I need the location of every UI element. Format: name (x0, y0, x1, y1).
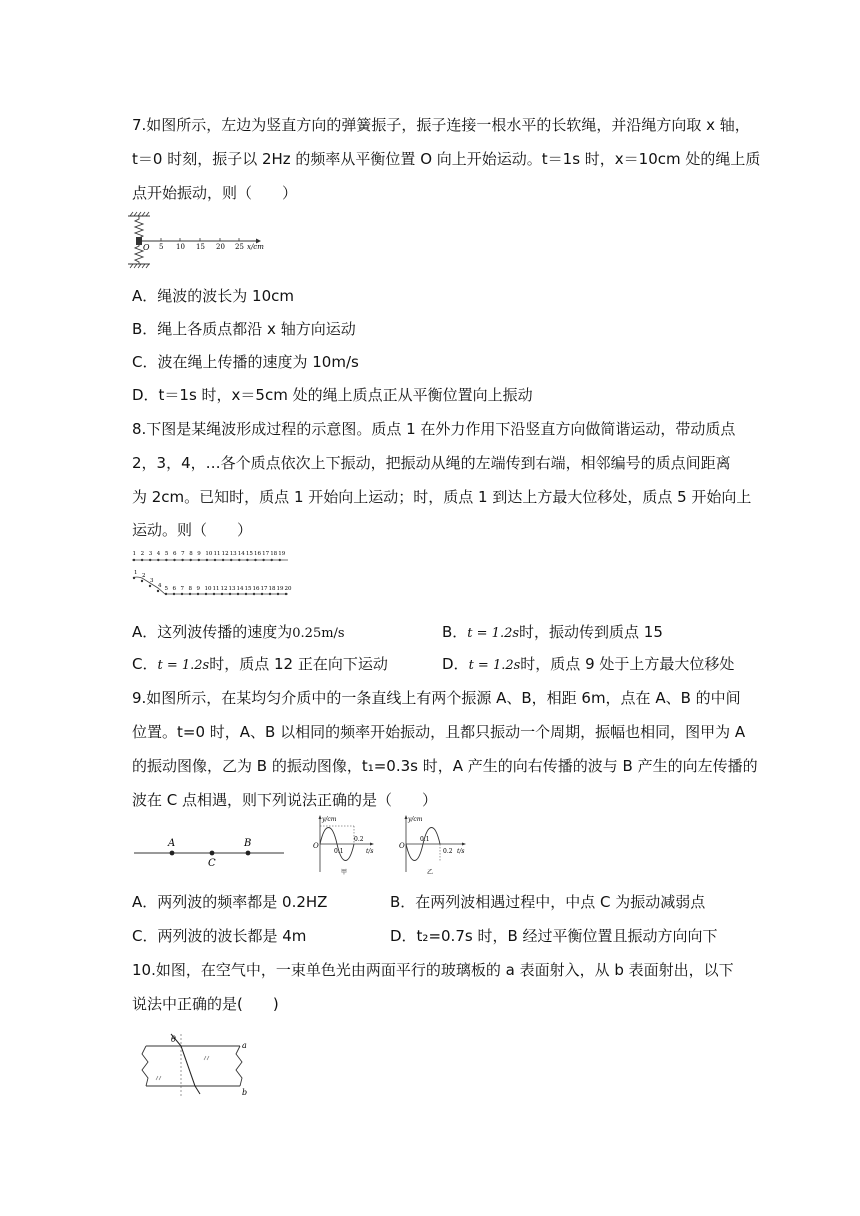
q8-option-c-suffix: 时，质点 12 正在向下运动 (209, 655, 388, 673)
q9-jia-caption: 甲 (341, 869, 348, 876)
q8-rope-point (279, 559, 281, 561)
q8-row2-left-label: 1 (134, 570, 138, 576)
q9-jia-tick2: 0.2 (354, 836, 364, 843)
q7-tick-label: 20 (216, 243, 225, 251)
q8-rope-point (222, 559, 224, 561)
q8-option-c (132, 653, 388, 674)
q8-row2-label: 13 (228, 586, 236, 592)
q8-rope-point (149, 585, 151, 587)
q7-axis-label: x/cm (247, 243, 264, 251)
q7-option-b: B．绳上各质点都沿 x 轴方向运动 (132, 320, 356, 338)
q8-row1-label: 8 (189, 551, 193, 557)
q8-row1-label: 19 (278, 551, 286, 557)
q8-row1-label: 3 (148, 551, 153, 557)
q9-option-a: A．两列波的频率都是 0.2HZ (132, 893, 328, 911)
q8-rope-point (173, 559, 175, 561)
q8-row1-label: 1 (132, 551, 136, 557)
q9-jia-tick1: 0.1 (334, 848, 344, 855)
q8-row1-label: 9 (197, 551, 201, 557)
q8-row2-label: 19 (276, 586, 284, 592)
q8-option-a-prefix: A．这列波传播的速度为 (132, 623, 293, 641)
q9-jia-ylabel: y/cm (322, 816, 337, 823)
q8-rope-point (133, 559, 135, 561)
q7-origin-label: O (143, 243, 150, 252)
q8-rope-point (157, 559, 159, 561)
q8-rope-point (238, 559, 240, 561)
q7-option-c: C．波在绳上传播的速度为 10m/s (132, 353, 359, 371)
q8-rope-point (149, 559, 151, 561)
q8-rope-point (181, 593, 183, 595)
q9-yi-ylabel: y/cm (408, 816, 423, 823)
q8-rope-point (214, 559, 216, 561)
q7-stem-line-1: 7.如图所示，左边为竖直方向的弹簧振子，振子连接一根水平的长软绳，并沿绳方向取 x 轴， (132, 116, 750, 134)
q8-rope-point (206, 559, 208, 561)
q8-option-c-formula: t = 1.2s (157, 658, 210, 673)
q8-row2-label: 10 (204, 586, 212, 592)
q8-option-a-formula: 0.25m/s (292, 626, 345, 641)
q10-angle-label: θ (171, 1035, 176, 1044)
q8-row1-label: 7 (181, 551, 185, 557)
q9-option-b: B．在两列波相遇过程中，中点 C 为振动减弱点 (390, 893, 706, 911)
q8-row2-left-label: 3 (150, 578, 154, 584)
q8-option-b-formula: t = 1.2s (467, 626, 520, 641)
q8-option-a (132, 621, 345, 642)
q9-yi-tick1: 0.1 (420, 836, 430, 843)
q8-row1-label: 6 (173, 551, 177, 557)
q8-row2-label: 5 (164, 586, 168, 592)
q8-option-d-suffix: 时，质点 9 处于上方最大位移处 (520, 655, 735, 673)
q8-rope-point (246, 559, 248, 561)
q8-row2-label: 12 (220, 586, 228, 592)
q9-jia-xlabel: t/s (366, 848, 374, 855)
q8-rope-point (198, 559, 200, 561)
q9-option-d: D．t₂=0.7s 时，B 经过平衡位置且振动方向向下 (390, 927, 718, 945)
q8-row1-label: 15 (245, 551, 253, 557)
q8-rope-point (190, 559, 192, 561)
q7-tick-label: 10 (176, 243, 185, 251)
q8-row1-label: 16 (254, 551, 261, 557)
q7-option-a: A．绳波的波长为 10cm (132, 287, 294, 305)
q8-rope-point (229, 593, 231, 595)
q8-rope-point (237, 593, 239, 595)
q8-stem-line-2: 2，3，4，…各个质点依次上下振动，把振动从绳的左端传到右端，相邻编号的质点间距离 (132, 454, 731, 472)
q8-rope-point (197, 593, 199, 595)
q8-row2-label: 7 (180, 586, 184, 592)
q8-rope-point (181, 559, 183, 561)
q7-stem-line-3: 点开始振动，则（ ） (132, 184, 298, 202)
q9-point-b-label: B (244, 838, 252, 849)
q7-stem-line-2: t＝0 时刻，振子以 2Hz 的频率从平衡位置 O 向上开始运动。t＝1s 时，x＝10cm 处的绳上质 (132, 150, 761, 168)
q7-tick-label: 15 (196, 243, 205, 251)
q8-rope-point (221, 593, 223, 595)
q8-rope-point (285, 593, 287, 595)
q8-rope-point (261, 593, 263, 595)
q8-row1-label: 10 (205, 551, 213, 557)
q8-option-b-prefix: B． (442, 623, 468, 641)
q9-yi-tick2: 0.2 (443, 848, 453, 855)
q9-yi-xlabel: t/s (457, 848, 465, 855)
q8-row1-label: 14 (237, 551, 245, 557)
q8-rope-point (133, 577, 135, 579)
q8-row2-label: 11 (212, 586, 220, 592)
q7-spring-figure (128, 212, 278, 270)
q8-option-b-suffix: 时，振动传到质点 15 (519, 623, 663, 641)
q8-option-d-formula: t = 1.2s (468, 658, 521, 673)
q8-option-b (442, 621, 663, 642)
q8-option-c-prefix: C． (132, 655, 158, 673)
q8-stem-line-4: 运动。则（ ） (132, 521, 253, 539)
q9-stem-line-3: 的振动图像，乙为 B 的振动图像，t₁=0.3s 时，A 产生的向右传播的波与 B 产生的向左传播的 (132, 757, 758, 775)
q8-stem-line-3: 为 2cm。已知时，质点 1 开始向上运动；时，质点 1 到达上方最大位移处，质点 5 开始向上 (132, 488, 752, 506)
q8-row2-label: 15 (244, 586, 252, 592)
q8-row2-label: 8 (188, 586, 192, 592)
q7-tick-label: 25 (235, 243, 244, 251)
q9-stem-line-2: 位置。t=0 时，A、B 以相同的频率开始振动，且都只振动一个周期，振幅也相同，图甲为 A (132, 723, 746, 741)
q9-option-c: C．两列波的波长都是 4m (132, 927, 307, 945)
q8-row2-label: 14 (236, 586, 244, 592)
q8-rope-point (245, 593, 247, 595)
q8-row1-label: 4 (156, 551, 161, 557)
q8-rope-point (213, 593, 215, 595)
q8-rope-point (269, 593, 271, 595)
q8-option-d-prefix: D． (442, 655, 469, 673)
q10-glass-plate-figure (138, 1032, 256, 1098)
q8-row1-label: 17 (262, 551, 270, 557)
q8-row1-label: 18 (270, 551, 278, 557)
q10-surface-a-label: a (242, 1041, 247, 1050)
q8-rope-point (165, 559, 167, 561)
q8-row2-label: 6 (172, 586, 176, 592)
q8-row2-label: 20 (284, 586, 292, 592)
q8-row1-label: 2 (140, 551, 145, 557)
q8-rope-point (262, 559, 264, 561)
q8-row2-label: 17 (260, 586, 268, 592)
q8-row1-label: 5 (164, 551, 169, 557)
q8-rope-point (205, 593, 207, 595)
q8-row2-label: 18 (268, 586, 276, 592)
q8-stem-line-1: 8.下图是某绳波形成过程的示意图。质点 1 在外力作用下沿竖直方向做简谐运动，带动质点 (132, 420, 736, 438)
q9-yi-caption: 乙 (427, 869, 434, 876)
q8-row2-left-label: 2 (142, 573, 146, 579)
q9-point-a-label: A (168, 838, 176, 849)
q7-tick-label: 5 (159, 243, 164, 251)
q8-row2-left-label: 4 (158, 583, 162, 589)
q8-rope-point (173, 593, 175, 595)
q8-row1-label: 13 (229, 551, 237, 557)
q8-row1-label: 11 (213, 551, 221, 557)
q8-rope-figure (130, 548, 295, 604)
q9-point-c-label: C (208, 858, 216, 869)
q8-rope-point (254, 559, 256, 561)
q8-rope-point (277, 593, 279, 595)
q9-sources-line-figure (134, 834, 286, 874)
q8-rope-point (230, 559, 232, 561)
q10-stem-line-2: 说法中正确的是( ) (132, 995, 279, 1013)
q8-rope-point (141, 580, 143, 582)
q8-rope-point (157, 590, 159, 592)
q8-row2-label: 16 (252, 586, 260, 592)
q8-rope-point (189, 593, 191, 595)
q8-rope-point (165, 593, 167, 595)
q8-rope-point (253, 593, 255, 595)
q8-option-d (442, 653, 734, 674)
q10-stem-line-1: 10.如图，在空气中，一束单色光由两面平行的玻璃板的 a 表面射入，从 b 表面射出，以下 (132, 961, 734, 979)
q9-graph-jia (308, 814, 378, 876)
q8-rope-point (141, 559, 143, 561)
q9-yi-origin: O (399, 842, 405, 850)
q8-rope-point (271, 559, 273, 561)
q9-jia-origin: O (313, 842, 319, 850)
q7-option-d: D．t＝1s 时，x＝5cm 处的绳上质点正从平衡位置向上振动 (132, 386, 533, 404)
q9-stem-line-4: 波在 C 点相遇，则下列说法正确的是（ ） (132, 791, 438, 809)
q8-row1-label: 12 (221, 551, 229, 557)
q9-graph-yi (394, 814, 474, 876)
q9-stem-line-1: 9.如图所示，在某均匀介质中的一条直线上有两个振源 A、B，相距 6m，点在 A、B 的中间 (132, 689, 741, 707)
q10-surface-b-label: b (242, 1088, 248, 1097)
q8-row2-label: 9 (196, 586, 200, 592)
